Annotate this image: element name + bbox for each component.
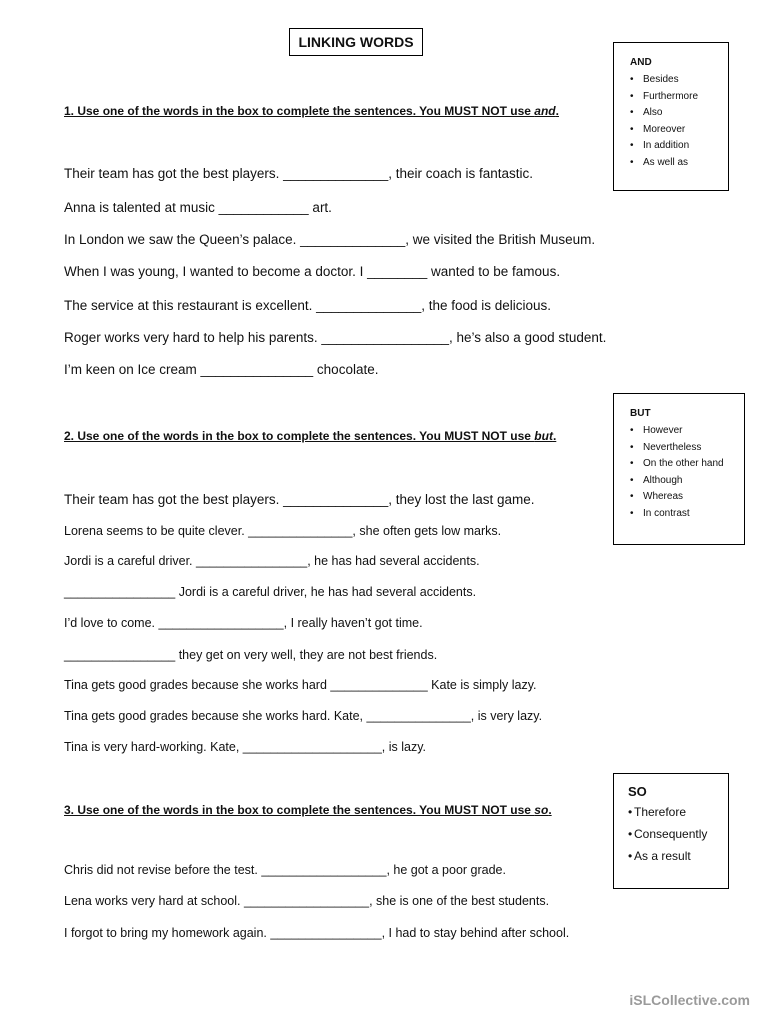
but-box-item: • Although (630, 474, 683, 486)
section-2-sentence-6: ________________ they get on very well, they are not best friends. (64, 648, 438, 662)
section-2-sentence-7: Tina gets good grades because she works hard ______________ Kate is simply lazy. (64, 678, 537, 692)
and-box-item: • In addition (630, 140, 690, 151)
section-1-sentence-4: When I was young, I wanted to become a doctor. I ________ wanted to be famous. (64, 264, 561, 279)
section-1-sentence-2: Anna is talented at music ____________ art. (64, 200, 332, 215)
so-box-heading: SO (628, 784, 647, 799)
but-box-item: • However (630, 425, 683, 436)
section-2-instruction: 2. Use one of the words in the box to complete the sentences. You MUST NOT use but. (64, 429, 557, 443)
section-3-sentence-1: Chris did not revise before the test. __________________, he got a poor grade. (64, 863, 506, 877)
section-3-sentence-2: Lena works very hard at school. __________________, she is one of the best students. (64, 894, 550, 908)
section-1-sentence-5: The service at this restaurant is excellent. ______________, the food is delicious. (64, 298, 552, 313)
but-box-item: • Nevertheless (630, 441, 702, 453)
so-box-item: • Consequently (628, 827, 708, 841)
section-2-sentence-5: I’d love to come. __________________, I really haven’t got time. (64, 616, 423, 630)
section-2-sentence-4: ________________ Jordi is a careful driver, he has had several accidents. (64, 585, 477, 599)
section-1-sentence-6: Roger works very hard to help his parents. _________________, he’s also a good student. (64, 330, 607, 345)
section-3-instruction: 3. Use one of the words in the box to complete the sentences. You MUST NOT use so. (64, 803, 552, 817)
site-watermark: iSLCollective.com (629, 992, 750, 1008)
section-2-sentence-9: Tina is very hard-working. Kate, ____________________, is lazy. (64, 740, 427, 754)
but-box-item: • On the other hand (630, 458, 724, 469)
but-box-item: • In contrast (630, 507, 690, 519)
but-box-heading: BUT (630, 408, 651, 419)
section-1-sentence-7: I’m keen on Ice cream _______________ chocolate. (64, 362, 379, 377)
and-box-item: • Furthermore (630, 90, 699, 102)
but-word-box (613, 393, 745, 545)
section-2-sentence-2: Lorena seems to be quite clever. _______________, she often gets low marks. (64, 524, 502, 538)
section-2-sentence-3: Jordi is a careful driver. ________________, he has had several accidents. (64, 554, 480, 568)
section-1-sentence-3: In London we saw the Queen’s palace. ______________, we visited the British Museum. (64, 232, 596, 247)
and-word-box (613, 42, 729, 191)
and-box-item: • Also (630, 107, 663, 118)
section-2-sentence-8: Tina gets good grades because she works hard. Kate, _______________, is very lazy. (64, 709, 543, 723)
but-box-item: • Whereas (630, 491, 684, 502)
and-box-item: • As well as (630, 156, 689, 168)
so-word-box (613, 773, 729, 889)
and-box-item: • Besides (630, 74, 679, 85)
and-box-heading: AND (630, 57, 652, 68)
section-2-sentence-1: Their team has got the best players. ______________, they lost the last game. (64, 492, 535, 507)
so-box-item: • As a result (628, 849, 691, 863)
and-box-item: • Moreover (630, 123, 686, 135)
section-3-sentence-3: I forgot to bring my homework again. ________________, I had to stay behind after school. (64, 926, 570, 940)
section-1-instruction: 1. Use one of the words in the box to complete the sentences. You MUST NOT use and. (64, 104, 559, 118)
so-box-item: • Therefore (628, 805, 687, 819)
section-1-sentence-1: Their team has got the best players. ______________, their coach is fantastic. (64, 166, 534, 181)
worksheet-title: LINKING WORDS (289, 28, 423, 56)
